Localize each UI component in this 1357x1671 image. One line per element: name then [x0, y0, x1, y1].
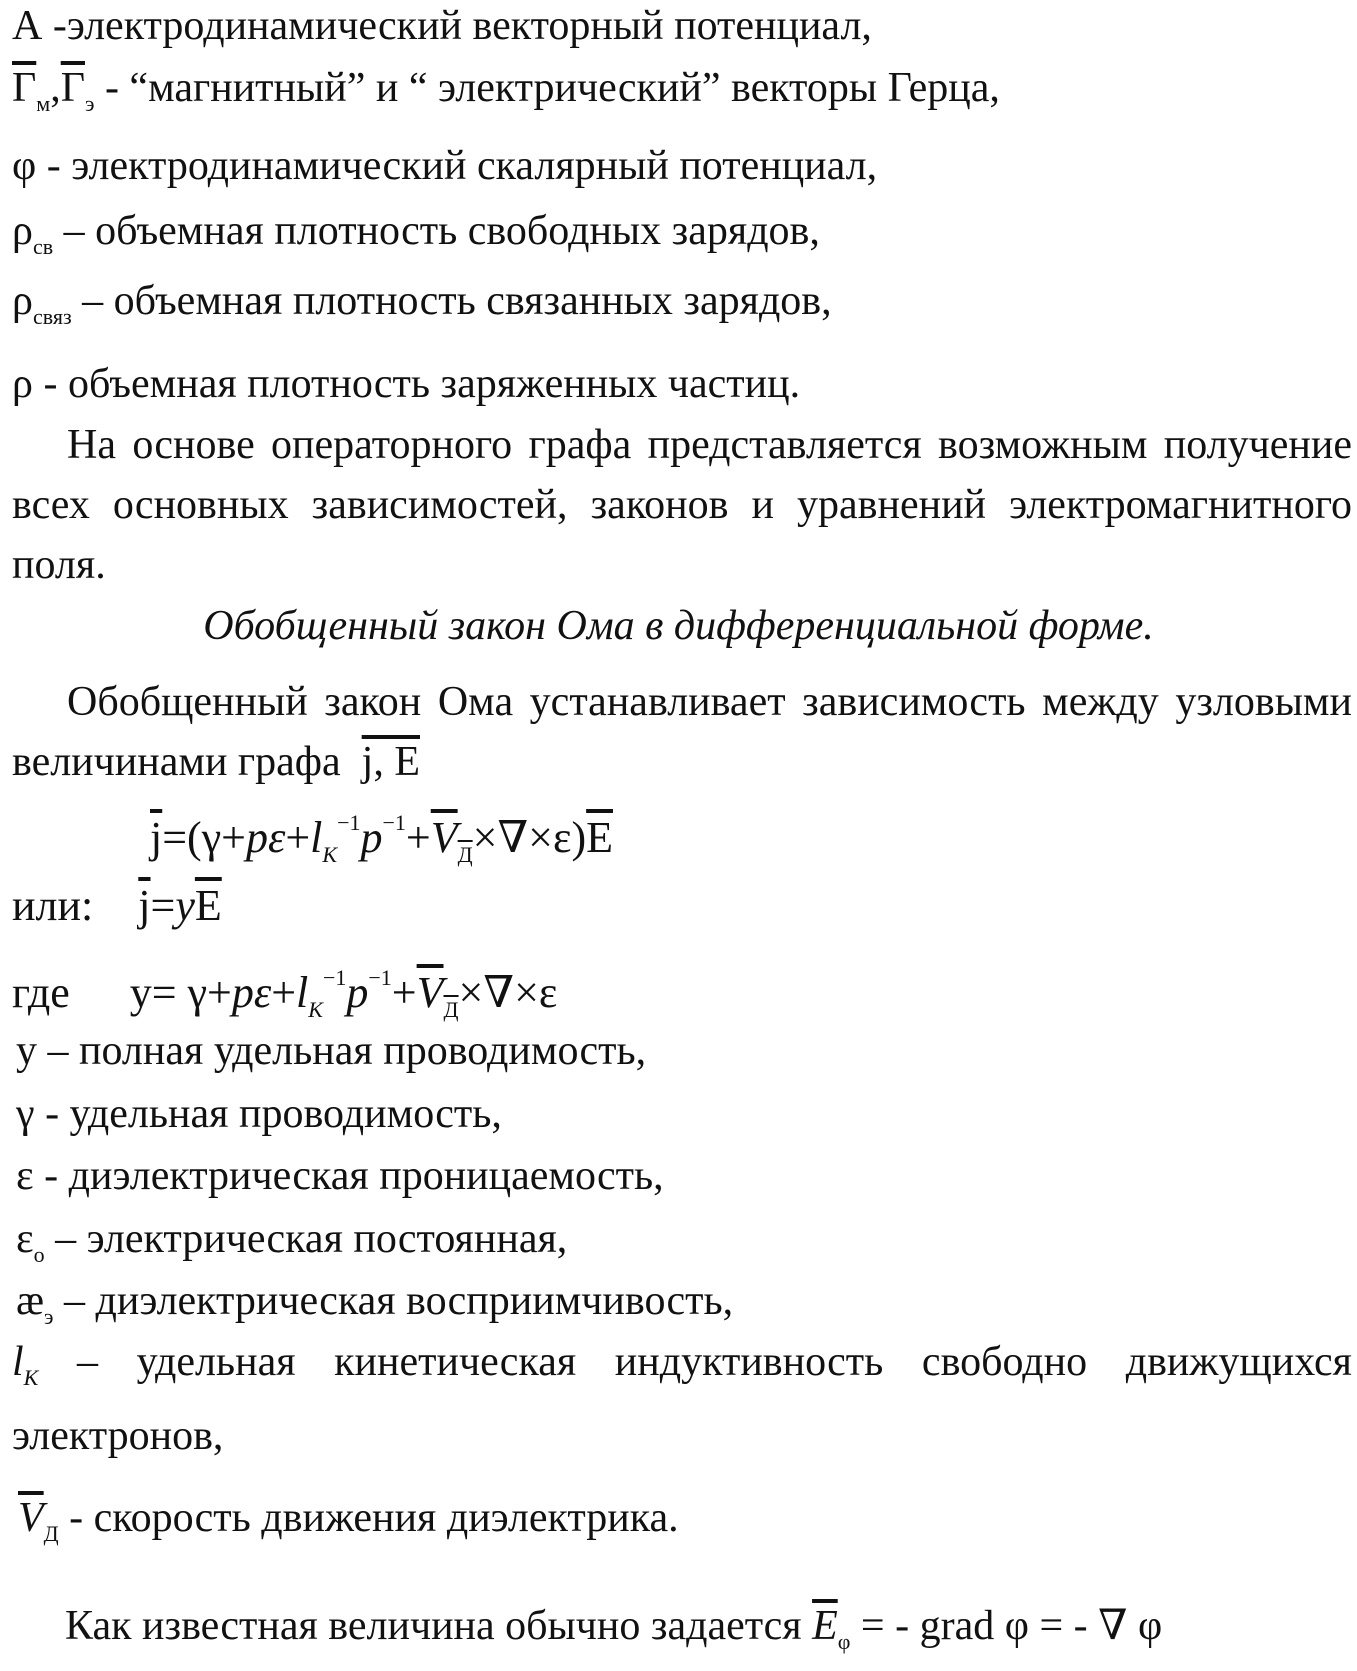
symbol-phi: φ: [12, 143, 37, 189]
symbol-sub: о: [33, 1242, 45, 1267]
section-heading: Обобщенный закон Ома в дифференциальной форме.: [203, 603, 1154, 649]
formula-label: где: [12, 968, 70, 1017]
symbol-sub: K: [23, 1365, 39, 1390]
def-text: - удельная проводимость,: [34, 1091, 502, 1137]
def-text: - скорость движения диэлектрика.: [58, 1495, 679, 1541]
var-p-eps: pε: [245, 813, 286, 862]
var-v-sub: Д: [457, 842, 473, 867]
symbol-A: A: [12, 3, 43, 49]
node-vars: j, E: [361, 739, 420, 785]
def-text: -электродинамический векторный потенциал,: [42, 3, 872, 49]
def-line-scalar-potential: [12, 140, 877, 192]
symbol-ae: æ: [16, 1278, 45, 1324]
var-p-sup: −1: [368, 965, 392, 990]
def-line-dielectric-velocity: [18, 1492, 679, 1560]
op: =: [150, 881, 176, 930]
symbol-l: l: [12, 1339, 24, 1385]
symbol-epsilon: ε: [16, 1153, 34, 1199]
var-j: $\overline{j}$: [150, 813, 163, 862]
comma: ,: [50, 65, 61, 111]
def-line-electric-constant: [16, 1213, 567, 1281]
var-l-sub: K: [308, 997, 323, 1022]
var-E: $\overline{E}$: [812, 1603, 838, 1649]
symbol-sub: связ: [32, 304, 72, 329]
formula-label: или:: [12, 881, 94, 930]
symbol-sub: м: [36, 91, 51, 116]
def-line-vector-potential: [12, 0, 872, 52]
symbol-gamma: γ: [16, 1091, 35, 1137]
def-text: – полная удельная проводимость,: [37, 1028, 647, 1074]
var-E: $\overline{E}$: [194, 881, 222, 930]
var-v: $\overline{V}$: [430, 813, 458, 862]
def-line-free-charge-density: [12, 205, 820, 273]
var-E-sub: φ: [837, 1629, 851, 1654]
var-l-sup: −1: [322, 965, 347, 990]
op: +: [391, 968, 417, 1017]
def-line-total-conductivity: [16, 1025, 646, 1077]
var-E: $\overline{E}$: [586, 813, 614, 862]
op: ×∇×ε): [472, 813, 587, 862]
var-y: y: [175, 881, 195, 930]
var-p: p: [346, 968, 369, 1017]
symbol-sub: св: [32, 234, 54, 259]
def-line-hertz-vectors: [12, 62, 1000, 130]
op: +: [405, 813, 431, 862]
symbol-sub: Д: [43, 1521, 59, 1546]
var-p-sup: −1: [382, 810, 406, 835]
op: = γ+: [151, 968, 232, 1017]
def-text: - диэлектрическая проницаемость,: [33, 1153, 664, 1199]
var-l-sub: K: [322, 842, 338, 867]
symbol-gamma-e: Г: [60, 65, 85, 111]
var-l: l: [296, 968, 309, 1017]
var-v-sub: Д: [443, 997, 459, 1022]
formula-ohm-full: [150, 795, 613, 883]
def-text: – удельная кинетическая индуктивность свободно движущихся электронов,: [12, 1339, 1352, 1459]
var-l: l: [310, 813, 323, 862]
var-j: $\overline{j}$: [138, 881, 151, 930]
last-line-known-quantity: [65, 1600, 1162, 1668]
op: +: [285, 813, 311, 862]
symbol-rho: ρ: [12, 208, 33, 254]
formula-ohm-short: [12, 878, 222, 934]
def-text: - электродинамический скалярный потенциал,: [36, 143, 878, 189]
symbol-rho: ρ: [12, 278, 33, 324]
var-y: y: [129, 968, 152, 1017]
def-text: – объемная плотность свободных зарядов,: [53, 208, 820, 254]
def-line-permittivity: [16, 1150, 664, 1202]
paragraph-ohm-law: [12, 672, 1352, 792]
def-line-bound-charge-density: [12, 275, 832, 343]
def-line-conductivity: [16, 1088, 502, 1140]
symbol-rho: ρ: [12, 361, 33, 407]
var-p-eps: pε: [231, 968, 272, 1017]
symbol-sub: э: [44, 1304, 54, 1329]
def-text: – электрическая постоянная,: [44, 1216, 568, 1262]
symbol-y: y: [16, 1028, 37, 1074]
last-text: Как известная величина обычно задается: [65, 1603, 802, 1649]
def-line-kinetic-inductance: [12, 1333, 1352, 1465]
symbol-gamma-m: Г: [12, 65, 37, 111]
symbol-epsilon0: ε: [16, 1216, 34, 1262]
var-p: p: [360, 813, 383, 862]
def-text: - объемная плотность заряженных частиц.: [32, 361, 801, 407]
paragraph-operator-graph: На основе операторного графа представляется возможным получение всех основных зависимостей, законов и уравнений электромагнитного поля.: [12, 422, 1352, 588]
var-l-sup: −1: [337, 810, 361, 835]
op: =(γ+: [162, 813, 246, 862]
def-text: – диэлектрическая восприимчивость,: [53, 1278, 734, 1324]
op: +: [271, 968, 297, 1017]
def-text: - “магнитный” и “ электрический” векторы Герца,: [94, 65, 1000, 111]
var-v: $\overline{V}$: [416, 968, 444, 1017]
paragraph-text: Обобщенный закон Ома устанавливает зависимость между узловыми величинами графа: [12, 679, 1352, 785]
def-line-particle-charge-density: [12, 358, 800, 410]
symbol-V: $\overline{V}$: [18, 1495, 44, 1541]
op: ×∇×ε: [458, 968, 558, 1017]
symbol-sub: э: [84, 91, 95, 116]
def-text: – объемная плотность связанных зарядов,: [71, 278, 832, 324]
last-rest: = - grad φ = - ∇ φ: [850, 1603, 1163, 1649]
